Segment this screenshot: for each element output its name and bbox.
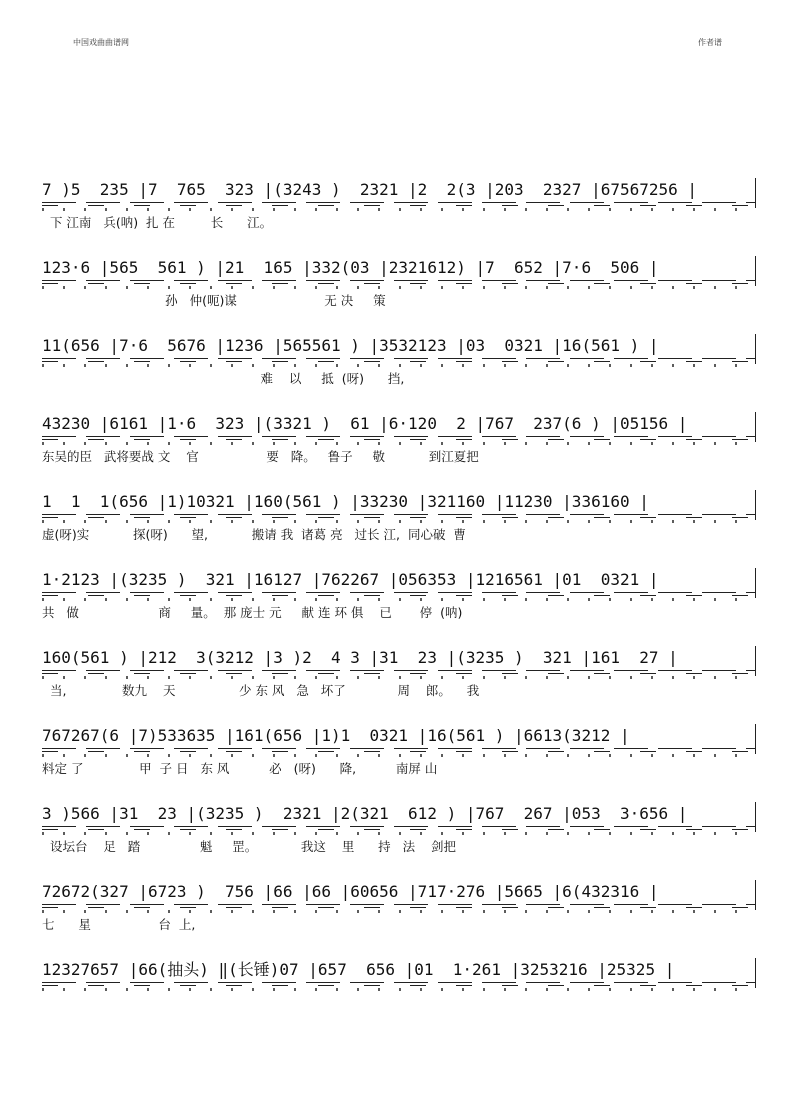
octave-dots: [42, 832, 756, 835]
beat-underline: [42, 904, 756, 905]
notation-line: 43230 |6161 |1·6 323 |(3321 ) 61 |6·120 2 |767 237(6 ) |05156 |: [42, 414, 688, 433]
notation-line: 12327657 |66(抽头) ‖(长锤)07 |657 656 |01 1·261 |3253216 |25325 |: [42, 960, 675, 979]
staff-row: [42, 178, 756, 236]
lyrics-line: 难 以 抵 (呀) 挡,: [42, 371, 405, 386]
staff-row: [42, 724, 756, 782]
site-name: 中国戏曲曲谱网: [73, 38, 129, 47]
bar-line: [755, 958, 756, 988]
notation-line: 767267(6 |7)533635 |161(656 |1)1 0321 |16(561 ) |6613(3212 |: [42, 726, 630, 745]
staff-row: [42, 880, 756, 938]
lyrics-line: 虚(呀)实 探(呀) 望, 搬请 我 诸葛 亮 过长 江, 同心破 曹: [42, 527, 466, 542]
beat-underline: [42, 283, 756, 284]
staff-row: [42, 568, 756, 626]
beat-underline: [42, 205, 756, 206]
octave-dots: [42, 442, 756, 445]
notation-line: 7 )5 235 |7 765 323 |(3243 ) 2321 |2 2(3 |203 2327 |67567256 |: [42, 180, 698, 199]
staff-row: [42, 412, 756, 470]
beat-underline: [42, 595, 756, 596]
notation-line: 11(656 |7·6 5676 |1236 |565561 ) |3532123 |03 0321 |16(561 ) |: [42, 336, 659, 355]
beat-underline: [42, 985, 756, 986]
beat-underline: [42, 670, 756, 671]
beat-underline: [42, 826, 756, 827]
beat-underline: [42, 280, 756, 281]
staff-row: [42, 958, 756, 1016]
bar-line: [755, 802, 756, 832]
bar-line: [755, 724, 756, 754]
beat-underline: [42, 358, 756, 359]
beat-underline: [42, 982, 756, 983]
octave-dots: [42, 208, 756, 211]
bar-line: [755, 178, 756, 208]
staff-row: [42, 646, 756, 704]
octave-dots: [42, 676, 756, 679]
beat-underline: [42, 748, 756, 749]
octave-dots: [42, 520, 756, 523]
notation-line: 3 )566 |31 23 |(3235 ) 2321 |2(321 612 ) |767 267 |053 3·656 |: [42, 804, 688, 823]
beat-underline: [42, 361, 756, 362]
notation-line: 123·6 |565 561 ) |21 165 |332(03 |2321612) |7 652 |7·6 506 |: [42, 258, 659, 277]
beat-underline: [42, 592, 756, 593]
notation-line: 160(561 ) |212 3(3212 |3 )2 4 3 |31 23 |(3235 ) 321 |161 27 |: [42, 648, 678, 667]
staff-row: [42, 256, 756, 314]
beat-underline: [42, 517, 756, 518]
notation-line: 1·2123 |(3235 ) 321 |16127 |762267 |056353 |1216561 |01 0321 |: [42, 570, 659, 589]
bar-line: [755, 880, 756, 910]
bar-line: [755, 646, 756, 676]
beat-underline: [42, 439, 756, 440]
lyrics-line: 设坛台 足 踏 魁 罡。 我这 里 持 法 剑把: [42, 839, 456, 854]
octave-dots: [42, 910, 756, 913]
staff-row: [42, 802, 756, 860]
lyrics-line: 下 江南 兵(呐) 扎 在 长 江。: [42, 215, 273, 230]
author-label: 作者谱: [698, 38, 722, 47]
beat-underline: [42, 202, 756, 203]
bar-line: [755, 490, 756, 520]
beat-underline: [42, 436, 756, 437]
beat-underline: [42, 907, 756, 908]
lyrics-line: 当, 数九 天 少 东 风 急 坏了 周 郎。 我: [42, 683, 480, 698]
bar-line: [755, 412, 756, 442]
beat-underline: [42, 514, 756, 515]
notation-line: 1 1 1(656 |1)10321 |160(561 ) |33230 |321160 |11230 |336160 |: [42, 492, 649, 511]
octave-dots: [42, 988, 756, 991]
lyrics-line: [42, 994, 756, 1012]
bar-line: [755, 334, 756, 364]
octave-dots: [42, 598, 756, 601]
beat-underline: [42, 829, 756, 830]
beat-underline: [42, 673, 756, 674]
staff-row: [42, 334, 756, 392]
lyrics-line: 共 做 商 量。 那 庞士 元 献 连 环 俱 已 停 (呐): [42, 605, 463, 620]
octave-dots: [42, 286, 756, 289]
notation-line: 72672(327 |6723 ) 756 |66 |66 |60656 |717·276 |5665 |6(432316 |: [42, 882, 659, 901]
beat-underline: [42, 751, 756, 752]
lyrics-line: 料定 了 甲 子 日 东 风 必 (呀) 降, 南屏 山: [42, 761, 438, 776]
staff-row: [42, 490, 756, 548]
bar-line: [755, 568, 756, 598]
lyrics-line: 七 星 台 上,: [42, 917, 196, 932]
bar-line: [755, 256, 756, 286]
octave-dots: [42, 754, 756, 757]
lyrics-line: 东吴的臣 武将要战 文 官 要 降。 鲁子 敬 到江夏把: [42, 449, 479, 464]
octave-dots: [42, 364, 756, 367]
lyrics-line: 孙 仲(呃)谋 无 决 策: [42, 293, 386, 308]
